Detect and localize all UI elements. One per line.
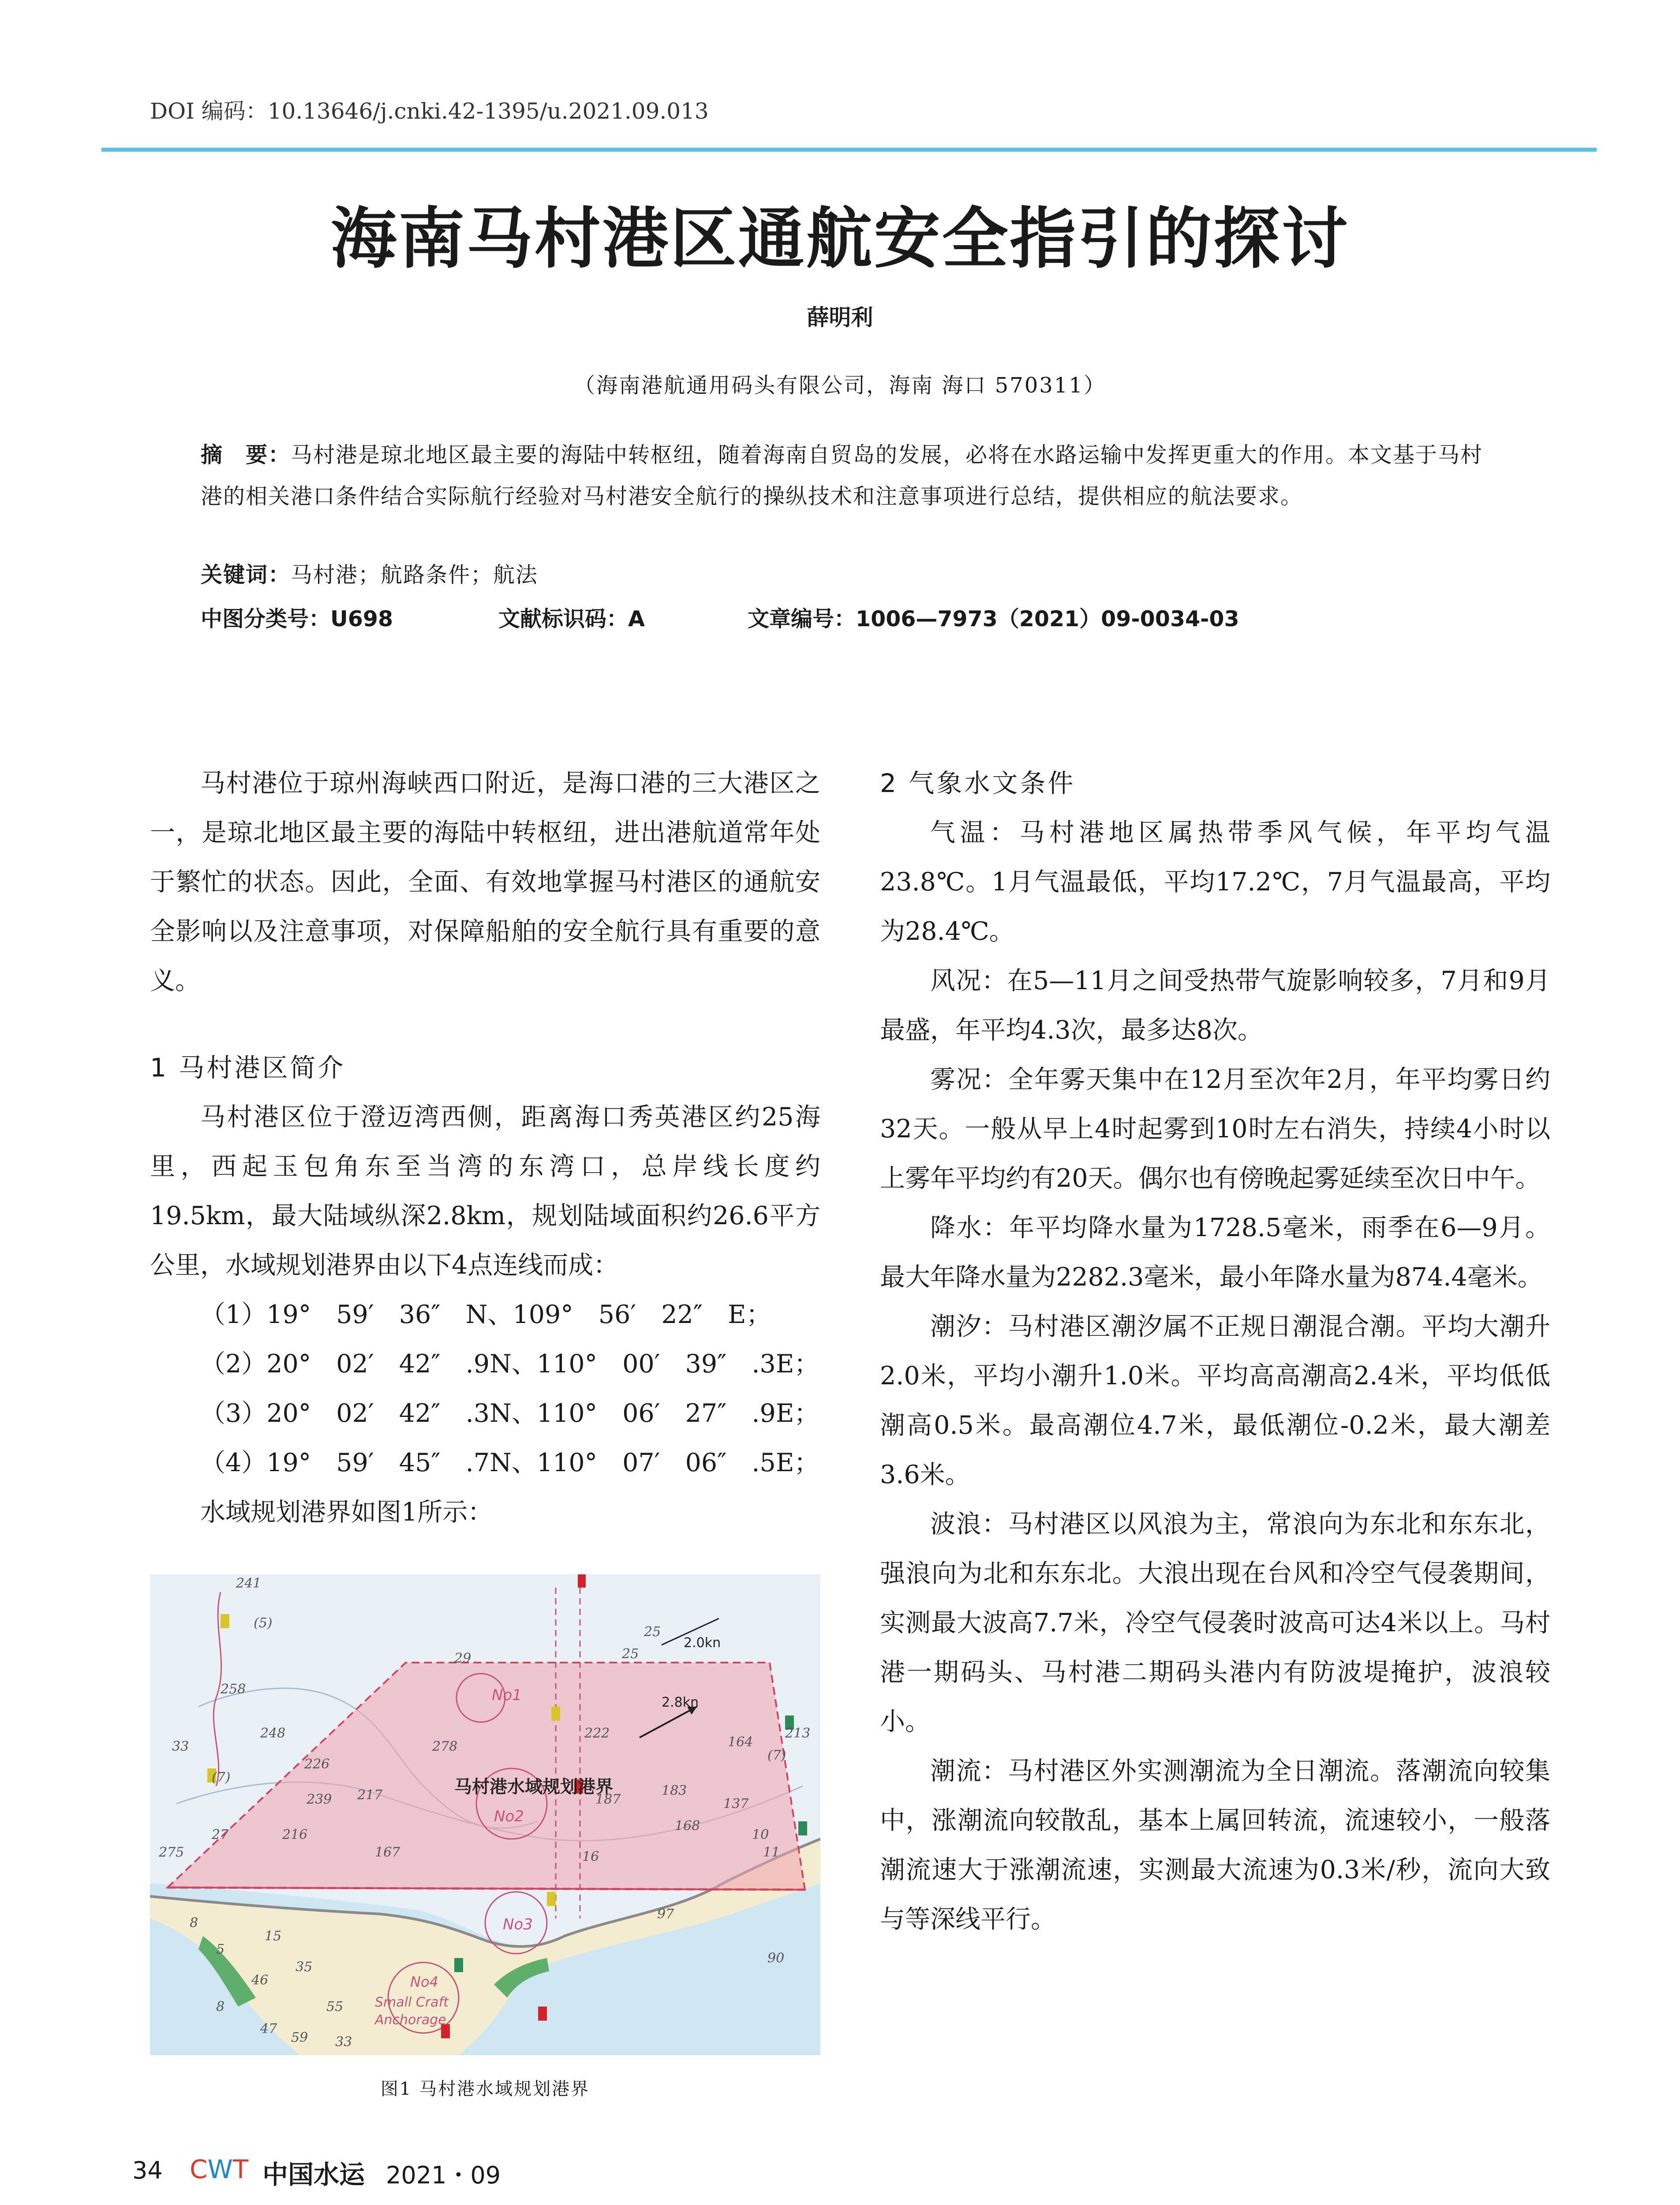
map-zone-label: 马村港水域规划港界 <box>454 1777 613 1797</box>
depth-sounding: 25 <box>622 1646 639 1662</box>
page-number: 34 <box>132 2156 163 2184</box>
depth-sounding: (5) <box>254 1615 273 1631</box>
section-1-paragraph: 马村港区位于澄迈湾西侧，距离海口秀英港区约25海里，西起玉包角东至当湾的东湾口，总岸线长度约19.5km，最大陆域纵深2.8km，规划陆域面积约26.6平方公里，水域规划港界由以下4点连线而成： <box>150 1102 820 1280</box>
depth-sounding: 258 <box>221 1682 246 1697</box>
current-speed-2: 2.8kn <box>662 1695 699 1710</box>
depth-sounding: 11 <box>763 1845 780 1860</box>
depth-sounding: 33 <box>172 1739 189 1754</box>
fog-paragraph: 雾况：全年雾天集中在12月至次年2月，年平均雾日约32天。一般从早上4时起雾到10时左右消失，持续4小时以上雾年平均约有20天。偶尔也有傍晚起雾延续至次日中午。 <box>880 1065 1550 1193</box>
depth-sounding: (7) <box>212 1770 231 1785</box>
coordinate-2: （2）20° 02′ 42″ .9N、110° 00′ 39″ .3E； <box>200 1349 819 1379</box>
depth-sounding: 213 <box>785 1726 811 1741</box>
depth-sounding: 248 <box>260 1726 286 1741</box>
depth-sounding: 275 <box>159 1845 184 1860</box>
paper-title: 海南马村港区通航安全指引的探讨 <box>330 200 1350 277</box>
left-column <box>150 759 820 1537</box>
article-number: 文章编号：1006—7973（2021）09-0034-03 <box>748 606 1239 632</box>
depth-sounding: 137 <box>723 1796 749 1812</box>
depth-sounding: 239 <box>307 1792 332 1807</box>
depth-sounding: 222 <box>584 1726 610 1741</box>
depth-sounding: 25 <box>644 1624 661 1640</box>
section-2-heading: 2 气象水文条件 <box>880 768 1076 798</box>
temperature-paragraph: 气温：马村港地区属热带季风气候，年平均气温23.8℃。1月气温最低，平均17.2℃，7月气温最高，平均为28.4℃。 <box>880 818 1550 946</box>
affiliation: （海南港航通用码头有限公司，海南 海口 570311） <box>574 373 1106 398</box>
wind-paragraph: 风况：在5—11月之间受热带气旋影响较多，7月和9月最盛，年平均4.3次，最多达8次。 <box>880 966 1550 1045</box>
document-code: 文献标识码：A <box>498 606 645 632</box>
small-craft-anchorage-label: Anchorage <box>375 2012 446 2028</box>
depth-sounding: 278 <box>432 1739 458 1754</box>
depth-sounding: 167 <box>375 1845 400 1860</box>
anchorage-label-1: No1 <box>492 1686 522 1704</box>
depth-sounding: 16 <box>582 1849 599 1865</box>
depth-sounding: 90 <box>767 1951 785 1966</box>
depth-sounding: 29 <box>454 1651 471 1666</box>
depth-sounding: 8 <box>190 1915 198 1931</box>
buoy-yellow-2 <box>547 1892 556 1906</box>
abstract-label: 摘 要： <box>201 442 291 467</box>
small-craft-label: Small Craft <box>375 1995 449 2010</box>
brand-w: W <box>207 2154 233 2184</box>
buoy-green-2 <box>798 1821 807 1835</box>
depth-sounding: 187 <box>595 1792 621 1807</box>
depth-sounding: 241 <box>236 1576 262 1591</box>
figure-caption: 图1 马村港水域规划港界 <box>380 2079 590 2099</box>
depth-sounding: 46 <box>251 1973 269 1988</box>
brand-c: C <box>190 2154 208 2184</box>
depth-sounding: 226 <box>304 1757 330 1772</box>
wave-paragraph: 波浪：马村港区以风浪为主，常浪向为东北和东东北，强浪向为北和东东北。大浪出现在台风和冷空气侵袭期间，实测最大波高7.7米，冷空气侵袭时波高可达4米以上。马村港一期码头、马村港二期码头港内有防波堤掩护，波浪较小。 <box>880 1510 1550 1736</box>
current-speed-1: 2.0kn <box>684 1635 721 1651</box>
depth-sounding: 217 <box>357 1787 383 1803</box>
clc-number: 中图分类号：U698 <box>201 606 393 632</box>
depth-sounding: 27 <box>212 1827 229 1842</box>
keywords <box>201 558 538 589</box>
doi-code: DOI 编码：10.13646/j.cnki.42-1395/u.2021.09.013 <box>150 98 709 124</box>
port-boundary-map <box>150 1574 820 2055</box>
figure-reference: 水域规划港界如图1所示： <box>200 1498 493 1527</box>
depth-sounding: 10 <box>752 1827 769 1842</box>
coordinate-4: （4）19° 59′ 45″ .7N、110° 07′ 06″ .5E； <box>200 1448 819 1477</box>
depth-sounding: 183 <box>662 1783 687 1798</box>
keywords-label: 关键词： <box>201 562 291 587</box>
depth-sounding: 8 <box>216 1999 225 2014</box>
right-column <box>880 759 1550 1944</box>
depth-sounding: 33 <box>335 2034 352 2050</box>
anchorage-label-4: No4 <box>410 1973 438 1990</box>
keywords-text: 马村港；航路条件；航法 <box>291 562 539 587</box>
brand-t: T <box>232 2154 249 2184</box>
depth-sounding: 55 <box>326 1999 344 2014</box>
depth-sounding: 216 <box>282 1827 308 1842</box>
abstract <box>201 434 1497 517</box>
header-rule <box>101 148 1597 152</box>
buoy-yellow-1 <box>551 1707 560 1721</box>
buoy-red-4 <box>538 2007 547 2021</box>
issue-number: 2021・09 <box>386 2161 501 2189</box>
intro-paragraph: 马村港位于琼州海峡西口附近，是海口港的三大港区之一，是琼北地区最主要的海陆中转枢纽，进出港航道常年处于繁忙的状态。因此，全面、有效地掌握马村港区的通航安全影响以及注意事项，对保障船舶的安全航行具有重要的意义。 <box>150 769 820 995</box>
depth-sounding: 164 <box>728 1734 753 1750</box>
brand-logo <box>190 2154 248 2184</box>
nautical-chart <box>150 1574 820 2055</box>
anchorage-label-3: No3 <box>503 1916 533 1933</box>
depth-sounding: 35 <box>296 1959 313 1975</box>
abstract-text: 马村港是琼北地区最主要的海陆中转枢纽，随着海南自贸岛的发展，必将在水路运输中发挥更重大的作用。本文基于马村港的相关港口条件结合实际航行经验对马村港安全航行的操纵技术和注意事项进行总结，提供相应的航法要求。 <box>201 442 1483 509</box>
buoy-green-3 <box>454 1958 463 1972</box>
section-1-heading: 1 马村港区简介 <box>150 1053 346 1083</box>
depth-sounding: (7) <box>767 1748 786 1763</box>
current-paragraph: 潮流：马村港区外实测潮流为全日潮流。落潮流向较集中，涨潮流向较散乱，基本上属回转流，流速较小，一般落潮流速大于涨潮流速，实测最大流速为0.3米/秒，流向大致与等深线平行。 <box>880 1757 1550 1934</box>
depth-sounding: 5 <box>216 1942 225 1957</box>
tide-paragraph: 潮汐：马村港区潮汐属不正规日潮混合潮。平均大潮升2.0米，平均小潮升1.0米。平均高高潮高2.4米，平均低低潮高0.5米。最高潮位4.7米，最低潮位-0.2米，最大潮差3.6米。 <box>880 1312 1550 1489</box>
buoy-yellow-4 <box>221 1614 229 1628</box>
coordinate-1: （1）19° 59′ 36″ N、109° 56′ 22″ E； <box>200 1300 771 1329</box>
depth-sounding: 47 <box>260 2021 277 2037</box>
depth-sounding: 97 <box>657 1906 674 1922</box>
depth-sounding: 59 <box>291 2030 308 2045</box>
author: 薛明利 <box>807 305 873 330</box>
journal-name: 中国水运 <box>262 2160 365 2190</box>
precipitation-paragraph: 降水：年平均降水量为1728.5毫米，雨季在6—9月。最大年降水量为2282.3毫米，最小年降水量为874.4毫米。 <box>880 1213 1550 1292</box>
depth-sounding: 15 <box>265 1928 282 1944</box>
anchorage-label-2: No2 <box>494 1808 524 1825</box>
buoy-red-1 <box>578 1574 586 1588</box>
depth-sounding: 168 <box>675 1818 700 1834</box>
coordinate-3: （3）20° 02′ 42″ .3N、110° 06′ 27″ .9E； <box>200 1399 819 1428</box>
